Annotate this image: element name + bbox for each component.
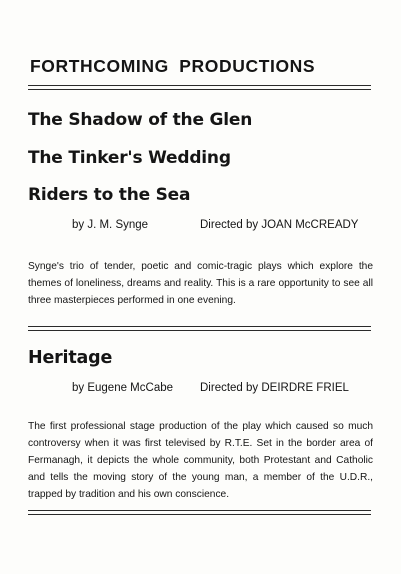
author-credit: by Eugene McCabe	[72, 382, 174, 394]
divider-middle	[28, 326, 371, 331]
divider-top	[28, 85, 371, 90]
divider-bottom	[28, 510, 371, 515]
play-title-riders-to-the-sea: Riders to the Sea	[28, 185, 191, 205]
page-heading: FORTHCOMING PRODUCTIONS	[30, 56, 316, 76]
play-title-heritage: Heritage	[28, 348, 113, 368]
author-credit: by J. M. Synge	[72, 219, 149, 231]
section2-description: The first professional stage production of the play which caused so much controversy when it was first televised by R.T.E. Set in the border area of Fermanagh, it depicts the whole community, both Protestant and Catholic and tells the moving story of the young man, a member of the U.D.R., trapped by tradition and his own conscience.	[28, 421, 373, 500]
section1-description: Synge's trio of tender, poetic and comic-tragic plays which explore the themes of loneliness, dreams and reality. This is a rare opportunity to see all three masterpieces performed in one evening.	[28, 261, 373, 306]
play-title-shadow-of-the-glen: The Shadow of the Glen	[28, 110, 253, 130]
director-credit: Directed by DEIRDRE FRIEL	[200, 382, 349, 394]
director-credit: Directed by JOAN McCREADY	[200, 219, 359, 231]
play-title-tinkers-wedding: The Tinker's Wedding	[28, 148, 231, 168]
